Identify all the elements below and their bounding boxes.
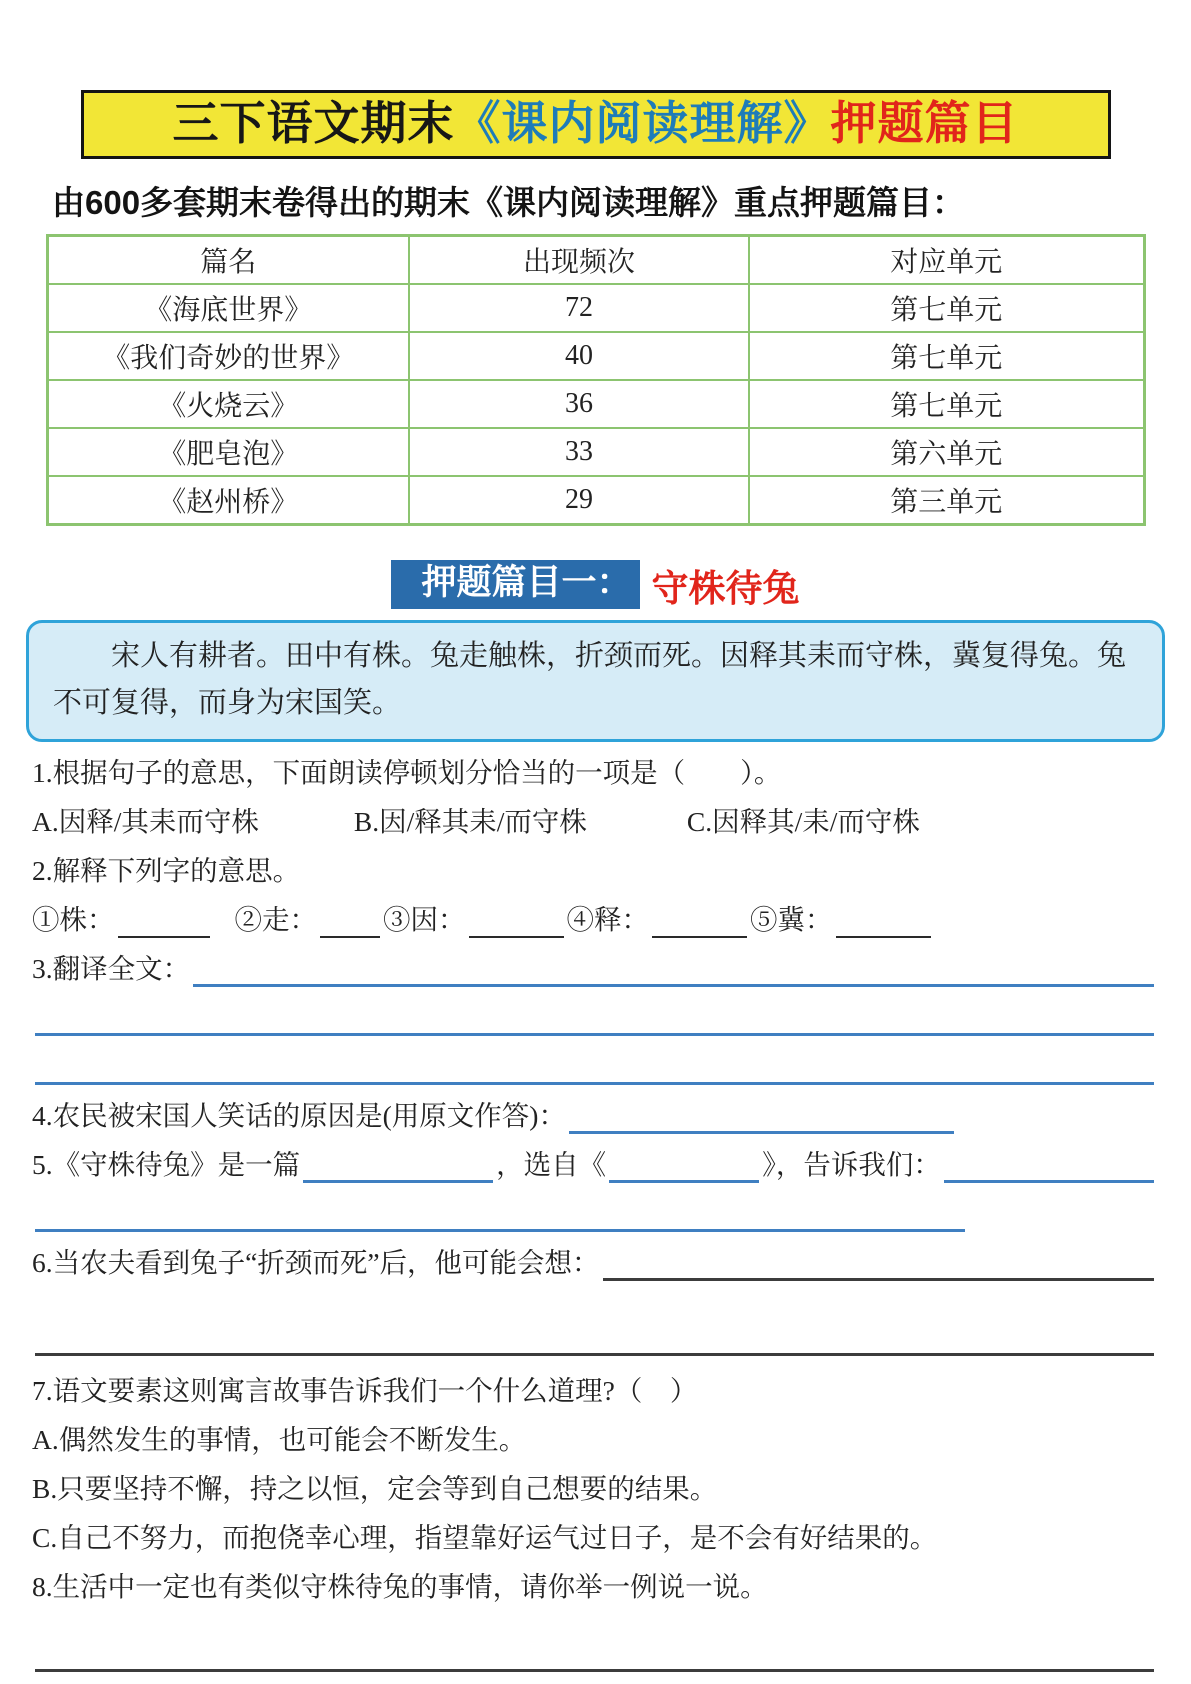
passage-box (26, 620, 1165, 742)
answer-blank (35, 1326, 1154, 1356)
question-text: ③因： (383, 903, 466, 935)
question-line (32, 902, 1157, 938)
subtitle: 由600多套期末卷得出的期末《课内阅读理解》重点押题篇目： (52, 183, 966, 221)
table-cell: 36 (409, 380, 749, 428)
question-text: B.只要坚持不懈，持之以恒，定会等到自己想要的结果。 (32, 1472, 718, 1504)
answer-blank (944, 1153, 1154, 1183)
answer-blank (193, 957, 1154, 987)
answer-blank (609, 1153, 759, 1183)
question-line (32, 1000, 1157, 1036)
question-line (32, 1049, 1157, 1085)
answer-blank (35, 1642, 1154, 1672)
section-title: 守株待兔 (651, 567, 800, 609)
table-row (47, 380, 1144, 428)
answer-blank (469, 908, 564, 938)
question-text: 7.语文要素这则寓言故事告诉我们一个什么道理?（ ） (32, 1374, 698, 1406)
answer-blank (603, 1251, 1154, 1281)
spacer (213, 937, 235, 938)
answer-blank (303, 1153, 493, 1183)
question-text: 3.翻译全文： (32, 952, 191, 984)
title-part-red: 押题篇目 (830, 97, 1019, 149)
question-text: C.自己不努力，而抱侥幸心理，指望靠好运气过日子，是不会有好结果的。 (32, 1521, 938, 1553)
question-text: 6.当农夫看到兔子“折颈而死”后，他可能会想： (32, 1246, 600, 1278)
question-line (32, 1098, 1157, 1134)
table-row (47, 428, 1144, 476)
answer-blank (35, 1055, 1154, 1085)
column-header-unit: 对应单元 (749, 235, 1144, 284)
table-row (47, 476, 1144, 525)
table-row (47, 332, 1144, 380)
section-header (0, 558, 1191, 612)
question-line (32, 951, 1157, 987)
column-header-frequency: 出现频次 (409, 235, 749, 284)
table-cell: 第七单元 (749, 332, 1144, 380)
table-cell: 33 (409, 428, 749, 476)
answer-blank (118, 908, 210, 938)
question-text: B.因/释其耒/而守株 (353, 805, 587, 837)
table-cell: 《肥皂泡》 (47, 428, 409, 476)
table-cell: 《火烧云》 (47, 380, 409, 428)
question-text: ④释： (566, 903, 649, 935)
answer-blank (320, 908, 380, 938)
section-band: 押题篇目一： (391, 560, 639, 608)
column-header-title: 篇名 (47, 235, 409, 284)
question-text: 8.生活中一定也有类似守株待兔的事情，请你举一例说一说。 (32, 1570, 768, 1602)
question-text: A.因释/其耒而守株 (32, 805, 259, 837)
question-text: ，选自《 (496, 1148, 607, 1180)
question-line (32, 1520, 1157, 1556)
spacer (259, 839, 354, 840)
table-cell: 《海底世界》 (47, 284, 409, 332)
table-header-row (47, 235, 1144, 284)
frequency-table-body (47, 284, 1144, 525)
question-line (32, 1422, 1157, 1458)
question-text: ①株： (32, 903, 115, 935)
question-line (32, 1636, 1157, 1672)
question-text: ②走： (234, 903, 317, 935)
question-text: A.偶然发生的事情，也可能会不断发生。 (32, 1423, 527, 1455)
question-text: C.因释其/耒/而守株 (686, 805, 920, 837)
table-cell: 第三单元 (749, 476, 1144, 525)
table-cell: 40 (409, 332, 749, 380)
table-cell: 第六单元 (749, 428, 1144, 476)
table-cell: 29 (409, 476, 749, 525)
question-line (32, 755, 1157, 791)
question-text: 4.农民被宋国人笑话的原因是(用原文作答)： (32, 1099, 566, 1131)
answer-blank (35, 1006, 1154, 1036)
question-text: 2.解释下列字的意思。 (32, 854, 301, 886)
question-line (32, 853, 1157, 889)
table-cell: 《赵州桥》 (47, 476, 409, 525)
question-line (32, 1147, 1157, 1183)
answer-blank (35, 1202, 965, 1232)
question-line (32, 1569, 1157, 1605)
questions (32, 755, 1157, 1684)
question-text: 1.根据句子的意思，下面朗读停顿划分恰当的一项是（ ）。 (32, 756, 782, 788)
table-cell: 72 (409, 284, 749, 332)
question-text: 5.《守株待兔》是一篇 (32, 1148, 301, 1180)
question-text: 》，告诉我们： (762, 1148, 941, 1180)
answer-blank (652, 908, 747, 938)
question-line (32, 1471, 1157, 1507)
question-line (32, 1320, 1157, 1356)
passage-text: 宋人有耕者。田中有株。兔走触株，折颈而死。因释其耒而守株，冀复得兔。兔不可复得，而身为宋国笑。 (53, 639, 1127, 719)
title-part-blue: 《课内阅读理解》 (454, 97, 831, 149)
table-cell: 第七单元 (749, 380, 1144, 428)
question-text: ⑤冀： (750, 903, 833, 935)
table-cell: 《我们奇妙的世界》 (47, 332, 409, 380)
frequency-table (46, 234, 1146, 526)
title-part-black: 三下语文期末 (172, 97, 455, 149)
table-row (47, 284, 1144, 332)
question-line (32, 804, 1157, 840)
answer-blank (836, 908, 931, 938)
page-title (81, 90, 1111, 159)
spacer (587, 839, 687, 840)
question-line (32, 1373, 1157, 1409)
question-line (32, 1245, 1157, 1281)
answer-blank (569, 1104, 954, 1134)
table-cell: 第七单元 (749, 284, 1144, 332)
question-line (32, 1196, 1157, 1232)
